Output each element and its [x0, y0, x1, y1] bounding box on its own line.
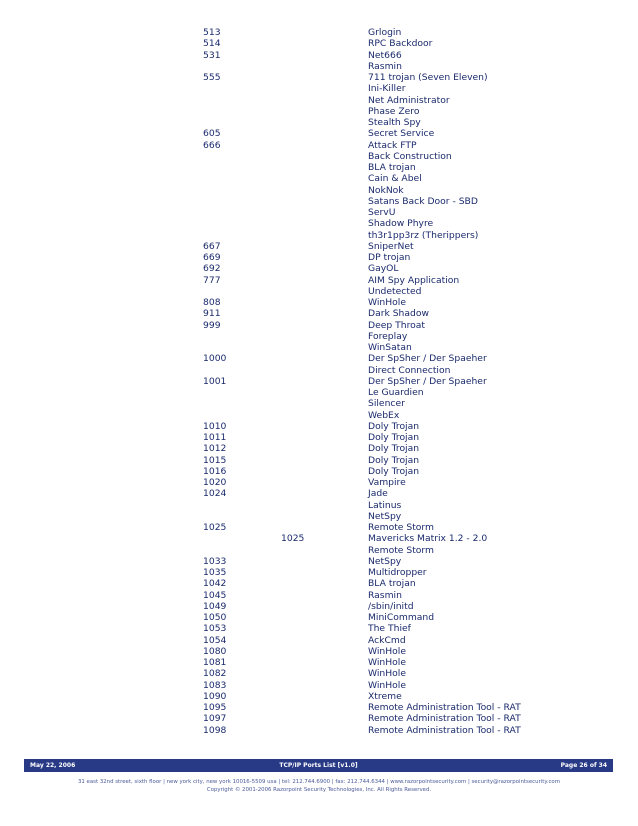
- service-name: Remote Administration Tool - RAT: [368, 724, 521, 736]
- table-row: [0, 128, 638, 139]
- port-number: 1095: [203, 702, 227, 713]
- service-name: AIM Spy Application: [368, 274, 460, 286]
- port-number: 1035: [203, 567, 227, 578]
- service-name: Vampire: [368, 477, 406, 488]
- service-name: Remote Storm: [368, 544, 434, 556]
- service-name: NokNok: [368, 184, 404, 196]
- port-number: 1000: [203, 353, 227, 365]
- table-row: [0, 286, 638, 297]
- port-number: 1083: [203, 679, 227, 691]
- service-name: WebEx: [368, 409, 400, 421]
- service-name: Doly Trojan: [368, 432, 420, 443]
- service-name: Phase Zero: [368, 105, 420, 117]
- table-row: [0, 556, 638, 567]
- service-name: MiniCommand: [368, 612, 435, 623]
- service-name: 711 trojan (Seven Eleven): [368, 72, 488, 83]
- table-row: [0, 713, 638, 724]
- service-name: Dark Shadow: [368, 308, 429, 320]
- port-number: 513: [203, 27, 221, 38]
- service-name: Cain & Abel: [368, 173, 422, 185]
- table-row: [0, 668, 638, 679]
- service-name: BLA trojan: [368, 162, 416, 173]
- service-name: Rasmin: [368, 589, 402, 601]
- table-row: [0, 241, 638, 252]
- service-name: NetSpy: [368, 510, 402, 522]
- service-name: Mavericks Matrix 1.2 - 2.0: [368, 533, 488, 545]
- service-name: Deep Throat: [368, 319, 425, 331]
- table-row: [0, 95, 638, 106]
- table-row: [0, 702, 638, 713]
- service-name: Net Administrator: [368, 94, 450, 106]
- table-row: [0, 365, 638, 376]
- service-name: Net666: [368, 49, 402, 61]
- service-name: WinHole: [368, 297, 406, 308]
- table-row: [0, 83, 638, 94]
- service-name: Der SpSher / Der Spaeher: [368, 353, 487, 365]
- table-row: [0, 342, 638, 353]
- port-number: 1011: [203, 432, 227, 443]
- table-row: [0, 387, 638, 398]
- service-name: Ini-Killer: [368, 83, 406, 95]
- table-row: [0, 635, 638, 646]
- service-name: Xtreme: [368, 690, 402, 702]
- service-name: th3r1pp3rz (Therippers): [368, 229, 479, 241]
- service-name: Latinus: [368, 499, 402, 511]
- service-name: Rasmin: [368, 60, 402, 72]
- port-number: 1024: [203, 488, 227, 500]
- service-name: Foreplay: [368, 330, 408, 342]
- service-name: Remote Administration Tool - RAT: [368, 713, 521, 725]
- table-row: [0, 466, 638, 477]
- table-row: [0, 252, 638, 263]
- port-number: 605: [203, 128, 221, 140]
- footer-document-title: TCP/IP Ports List [v1.0]: [279, 762, 358, 769]
- table-row: [0, 72, 638, 83]
- table-row: [0, 331, 638, 342]
- table-row: [0, 140, 638, 151]
- port-number: 692: [203, 263, 221, 275]
- table-row: [0, 50, 638, 61]
- table-row: [0, 646, 638, 657]
- service-name: Stealth Spy: [368, 117, 421, 128]
- service-name: RPC Backdoor: [368, 38, 433, 50]
- service-name: WinHole: [368, 679, 406, 691]
- port-number: 1049: [203, 600, 227, 612]
- port-number: 999: [203, 319, 221, 331]
- port-number: 1025: [203, 522, 227, 533]
- table-row: [0, 522, 638, 533]
- table-row: [0, 61, 638, 72]
- port-number: 1053: [203, 623, 227, 635]
- table-row: [0, 488, 638, 499]
- table-row: [0, 410, 638, 421]
- table-row: [0, 421, 638, 432]
- port-number: 1025: [281, 533, 305, 545]
- service-name: WinHole: [368, 668, 406, 680]
- service-name: The Thief: [368, 623, 411, 635]
- service-name: GayOL: [368, 263, 399, 275]
- port-number: 911: [203, 308, 221, 320]
- service-name: Doly Trojan: [368, 465, 420, 477]
- table-row: [0, 545, 638, 556]
- table-row: [0, 680, 638, 691]
- table-row: [0, 477, 638, 488]
- table-row: [0, 612, 638, 623]
- table-row: [0, 511, 638, 522]
- table-row: [0, 443, 638, 454]
- service-name: Silencer: [368, 398, 405, 410]
- port-number: 1016: [203, 465, 227, 477]
- port-number: 1012: [203, 443, 227, 455]
- service-name: Satans Back Door - SBD: [368, 195, 478, 207]
- table-row: [0, 196, 638, 207]
- footer-copyright: Copyright © 2001-2006 Razorpoint Security Technologies, Inc. All Rights Reserved.: [206, 787, 432, 793]
- port-number: 1015: [203, 454, 227, 466]
- table-row: [0, 117, 638, 128]
- table-row: [0, 578, 638, 589]
- table-row: [0, 691, 638, 702]
- table-row: [0, 657, 638, 668]
- service-name: Der SpSher / Der Spaeher: [368, 375, 487, 387]
- port-number: 1042: [203, 578, 227, 590]
- table-row: [0, 162, 638, 173]
- port-number: 1050: [203, 612, 227, 623]
- table-row: [0, 230, 638, 241]
- port-number: 1020: [203, 477, 227, 488]
- port-number: 1045: [203, 589, 227, 601]
- port-number: 1097: [203, 713, 227, 725]
- table-row: [0, 725, 638, 736]
- footer-bar: [24, 759, 613, 772]
- port-number: 1090: [203, 690, 227, 702]
- table-row: [0, 27, 638, 38]
- service-name: Jade: [368, 488, 388, 500]
- service-name: NetSpy: [368, 555, 402, 567]
- port-number: 1098: [203, 724, 227, 736]
- service-name: ServU: [368, 207, 396, 218]
- table-row: [0, 500, 638, 511]
- table-row: [0, 106, 638, 117]
- table-row: [0, 398, 638, 409]
- service-name: WinHole: [368, 645, 406, 657]
- table-row: [0, 623, 638, 634]
- port-number: 667: [203, 240, 221, 252]
- table-row: [0, 590, 638, 601]
- port-number: 669: [203, 252, 221, 263]
- port-number: 555: [203, 72, 221, 83]
- table-row: [0, 207, 638, 218]
- service-name: Undetected: [368, 285, 422, 297]
- port-number: 1001: [203, 375, 227, 387]
- table-row: [0, 173, 638, 184]
- footer-address: 31 east 32nd street, sixth floor | new york city, new york 10016-5509 usa | tel: 212.744.6900 | fax: 212.744.6344 | www.razorpointsecurity.com | security@razorpointsecurity.com: [77, 779, 560, 785]
- service-name: Shadow Phyre: [368, 218, 434, 230]
- table-row: [0, 218, 638, 229]
- service-name: Doly Trojan: [368, 420, 420, 432]
- port-number: 1054: [203, 634, 227, 646]
- service-name: Attack FTP: [368, 139, 417, 151]
- footer-date: May 22, 2006: [30, 762, 76, 769]
- service-name: Remote Administration Tool - RAT: [368, 702, 521, 713]
- table-row: [0, 320, 638, 331]
- service-name: Back Construction: [368, 150, 452, 162]
- service-name: Grlogin: [368, 27, 402, 38]
- service-name: DP trojan: [368, 252, 411, 263]
- table-row: [0, 38, 638, 49]
- service-name: AckCmd: [368, 634, 406, 646]
- port-number: 808: [203, 297, 221, 308]
- service-name: /sbin/initd: [368, 600, 414, 612]
- port-number: 777: [203, 274, 221, 286]
- table-row: [0, 376, 638, 387]
- port-number: 514: [203, 38, 221, 50]
- service-name: Doly Trojan: [368, 454, 420, 466]
- port-number: 1080: [203, 645, 227, 657]
- table-row: [0, 308, 638, 319]
- service-name: Remote Storm: [368, 522, 434, 533]
- table-row: [0, 297, 638, 308]
- table-row: [0, 533, 638, 544]
- service-name: Secret Service: [368, 128, 435, 140]
- service-name: BLA trojan: [368, 578, 416, 590]
- table-row: [0, 432, 638, 443]
- table-row: [0, 567, 638, 578]
- table-row: [0, 151, 638, 162]
- service-name: SniperNet: [368, 240, 414, 252]
- port-number: 666: [203, 139, 221, 151]
- port-number: 1081: [203, 657, 227, 668]
- table-row: [0, 601, 638, 612]
- service-name: WinHole: [368, 657, 406, 668]
- table-row: [0, 263, 638, 274]
- footer-page-number: Page 26 of 34: [560, 762, 607, 769]
- port-list: [0, 27, 638, 736]
- port-number: 1033: [203, 555, 227, 567]
- service-name: WinSatan: [368, 342, 412, 353]
- service-name: Multidropper: [368, 567, 427, 578]
- table-row: [0, 275, 638, 286]
- table-row: [0, 455, 638, 466]
- service-name: Le Guardien: [368, 387, 424, 398]
- table-row: [0, 185, 638, 196]
- port-number: 1010: [203, 420, 227, 432]
- service-name: Direct Connection: [368, 364, 451, 376]
- port-number: 531: [203, 49, 221, 61]
- service-name: Doly Trojan: [368, 443, 420, 455]
- table-row: [0, 353, 638, 364]
- port-number: 1082: [203, 668, 227, 680]
